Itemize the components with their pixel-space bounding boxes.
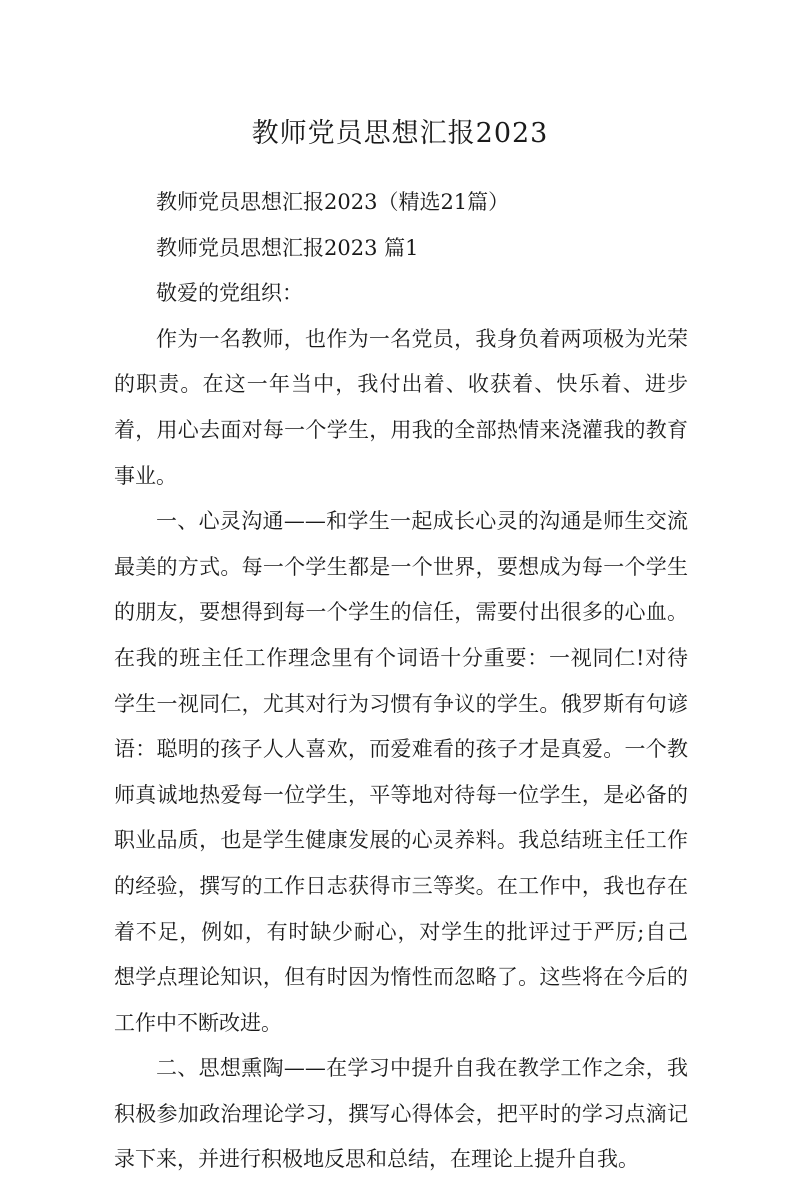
paragraph: 二、思想熏陶——在学习中提升自我在教学工作之余，我积极参加政治理论学习，撰写心得体会，把平时的学习点滴记录下来，并进行积极地反思和总结，在理论上提升自我。 [114, 1056, 688, 1172]
section-heading: 教师党员思想汇报2023 篇1 [156, 235, 419, 260]
document-subtitle: 教师党员思想汇报2023（精选21篇） [156, 190, 510, 214]
document-body [114, 180, 688, 1183]
salutation: 敬爱的党组织： [156, 281, 303, 306]
paragraph: 作为一名教师，也作为一名党员，我身负着两项极为光荣的职责。在这一年当中，我付出着、收获着、快乐着、进步着，用心去面对每一个学生，用我的全部热情来浇灌我的教育事业。 [114, 326, 688, 488]
paragraph: 一、心灵沟通——和学生一起成长心灵的沟通是师生交流最美的方式。每一个学生都是一个世界，要想成为每一个学生的朋友，要想得到每一个学生的信任，需要付出很多的心血。在我的班主任工作理念里有个词语十分重要：一视同仁!对待学生一视同仁，尤其对行为习惯有争议的学生。俄罗斯有句谚语：聪明的孩子人人喜欢，而爱难看的孩子才是真爱。一个教师真诚地热爱每一位学生，平等地对待每一位学生，是必备的职业品质，也是学生健康发展的心灵养料。我总结班主任工作的经验，撰写的工作日志获得市三等奖。在工作中，我也存在着不足，例如，有时缺少耐心，对学生的批评过于严厉;自己想学点理论知识，但有时因为惰性而忽略了。这些将在今后的工作中不断改进。 [114, 509, 688, 1035]
document-title: 教师党员思想汇报2023 [251, 118, 549, 150]
